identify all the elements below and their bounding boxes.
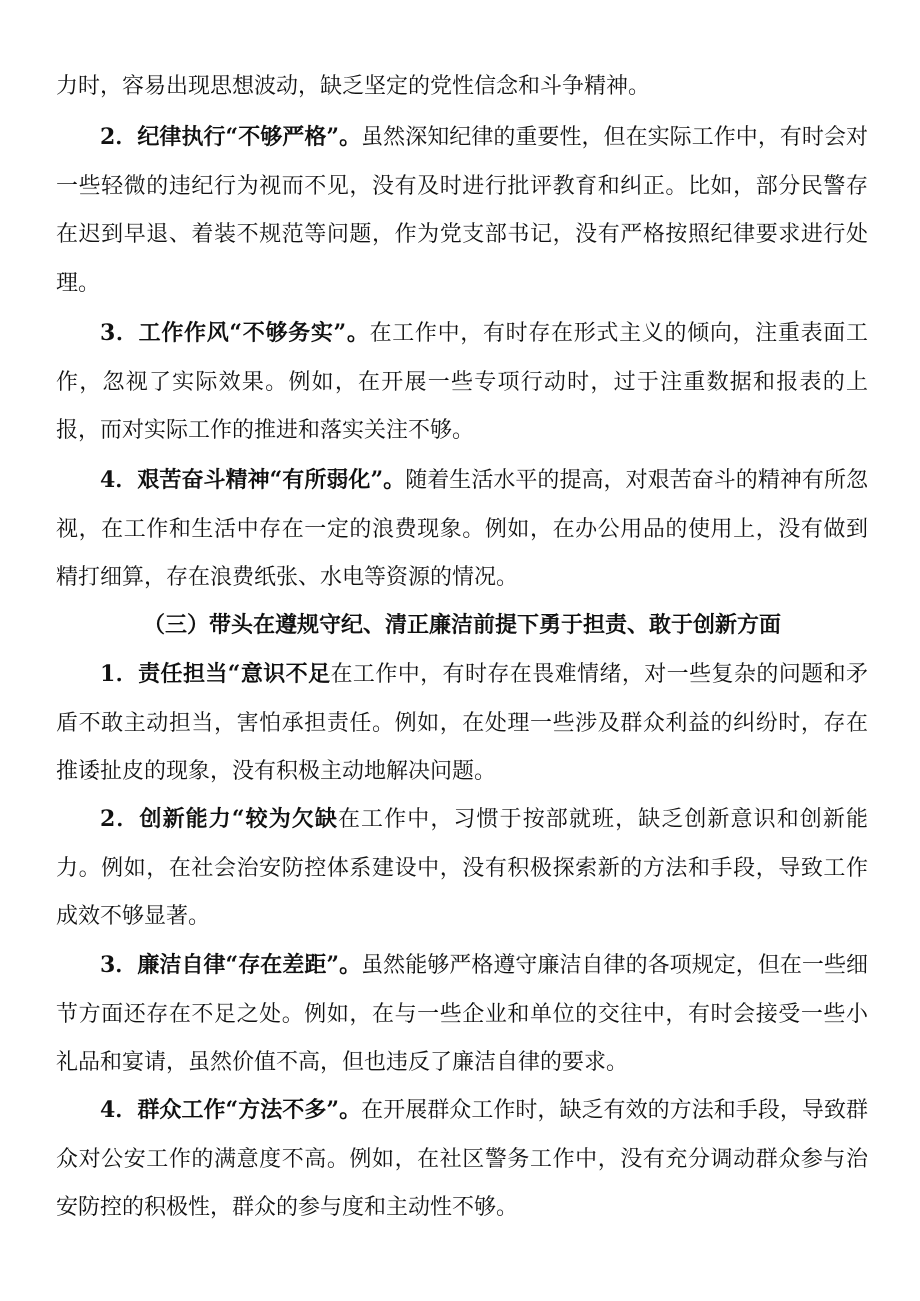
paragraph-continuation [56, 63, 868, 112]
paragraph-text: 虽然能够严格遵守廉洁自律的各项规定，但在一些细节方面还存在不足之处。例如，在与一些企业和单位的交往中，有时会接受一些小礼品和宴请，虽然价值不高，但也违反了廉洁自律的要求。 [56, 953, 868, 1075]
section-heading [56, 601, 868, 650]
paragraph-discipline [56, 113, 868, 308]
paragraph-responsibility [56, 650, 868, 797]
paragraph-mass-work [56, 1086, 868, 1233]
paragraph-lead: 3．廉洁自律“存在差距”。 [100, 952, 362, 978]
paragraph-lead: 2．纪律执行“不够严格”。 [100, 124, 362, 150]
paragraph-work-style [56, 309, 868, 456]
paragraph-text: 随着生活水平的提高，对艰苦奋斗的精神有所忽视，在工作和生活中存在一定的浪费现象。例如，在办公用品的使用上，没有做到精打细算，存在浪费纸张、水电等资源的情况。 [56, 468, 868, 590]
paragraph-lead: 2．创新能力“较为欠缺 [100, 806, 338, 832]
paragraph-lead: 4．艰苦奋斗精神“有所弱化”。 [100, 467, 406, 493]
paragraph-lead: 4．群众工作“方法不多”。 [100, 1097, 362, 1123]
section-heading-text: （三）带头在遵规守纪、清正廉洁前提下勇于担责、敢于创新方面 [142, 612, 781, 638]
paragraph-text: 在工作中，习惯于按部就班，缺乏创新意识和创新能力。例如，在社会治安防控体系建设中，没有积极探索新的方法和手段，导致工作成效不够显著。 [56, 807, 868, 929]
paragraph-text: 在工作中，有时存在畏难情绪，对一些复杂的问题和矛盾不敢主动担当，害怕承担责任。例如，在处理一些涉及群众利益的纠纷时，存在推诿扯皮的现象，没有积极主动地解决问题。 [56, 662, 868, 784]
paragraph-text: 力时，容易出现思想波动，缺乏坚定的党性信念和斗争精神。 [56, 74, 651, 99]
paragraph-integrity [56, 941, 868, 1088]
paragraph-text: 在工作中，有时存在形式主义的倾向，注重表面工作，忽视了实际效果。例如，在开展一些专项行动时，过于注重数据和报表的上报，而对实际工作的推进和落实关注不够。 [56, 321, 868, 443]
paragraph-text: 在开展群众工作时，缺乏有效的方法和手段，导致群众对公安工作的满意度不高。例如，在社区警务工作中，没有充分调动群众参与治安防控的积极性，群众的参与度和主动性不够。 [56, 1098, 868, 1220]
paragraph-text: 虽然深知纪律的重要性，但在实际工作中，有时会对一些轻微的违纪行为视而不见，没有及时进行批评教育和纠正。比如，部分民警存在迟到早退、着装不规范等问题，作为党支部书记，没有严格按照纪律要求进行处理。 [56, 125, 868, 296]
paragraph-innovation [56, 795, 868, 942]
paragraph-hard-work [56, 456, 868, 603]
paragraph-lead: 1．责任担当“意识不足 [100, 661, 331, 687]
paragraph-lead: 3．工作作风“不够务实”。 [100, 320, 370, 346]
